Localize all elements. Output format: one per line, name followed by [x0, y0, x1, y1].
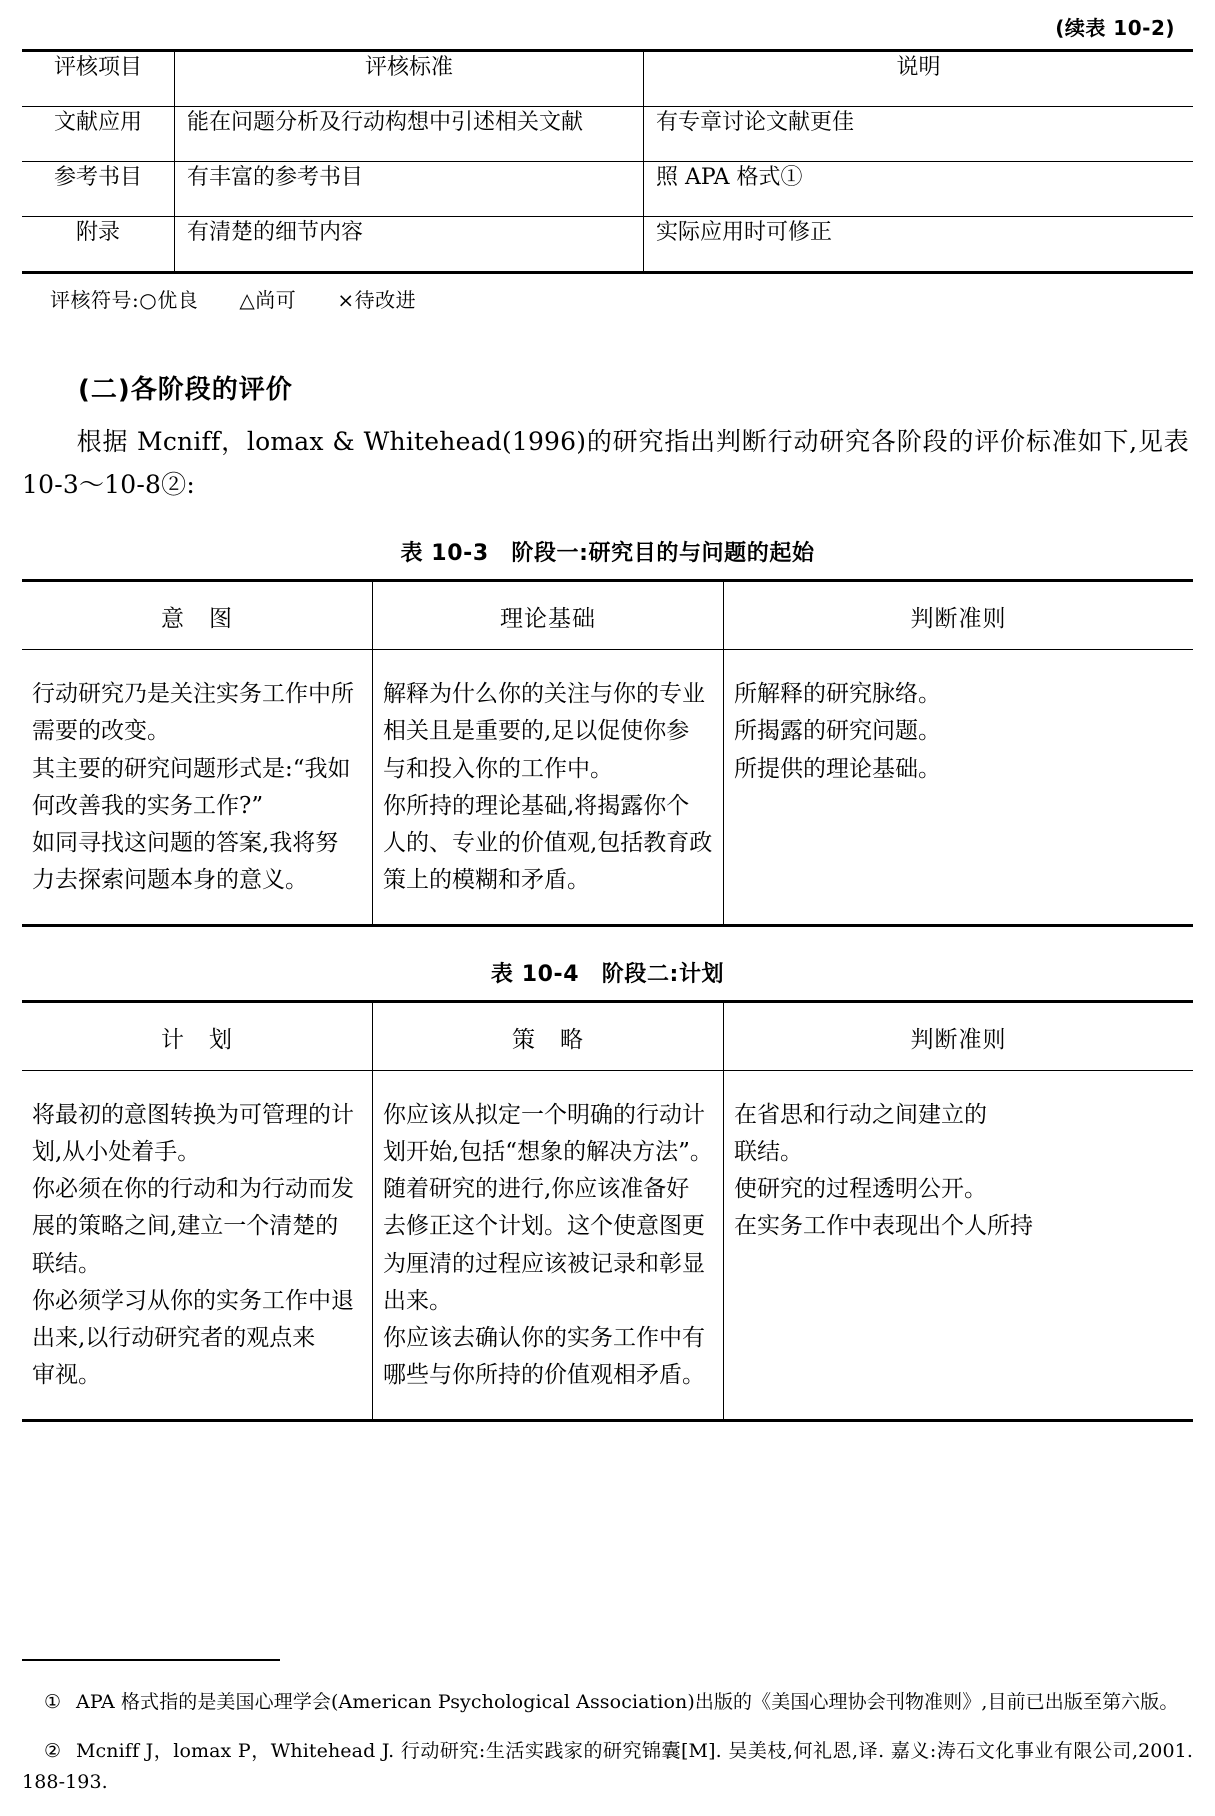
- table-10-2-cell-r1c2: 照 APA 格式①: [644, 162, 1194, 217]
- table-10-3-header-1: 理论基础: [373, 581, 724, 650]
- cell-lines: 在省思和行动之间建立的 联结。 使研究的过程透明公开。 在实务工作中表现出个人所持: [734, 1101, 1033, 1240]
- table-row: [22, 1070, 1193, 1420]
- table-10-4-cell-criteria: [724, 1070, 1194, 1420]
- table-10-2-header-2: 说明: [644, 51, 1194, 107]
- table-10-3-header-2: 判断准则: [724, 581, 1194, 650]
- table-10-3: [22, 579, 1193, 927]
- table-10-2-cell-r2c1: 有清楚的细节内容: [175, 217, 644, 273]
- table-10-4-caption: 表 10-4 阶段二:计划: [490, 961, 725, 987]
- table-header-row: [22, 51, 1193, 107]
- section-paragraph: [22, 420, 1189, 506]
- footnotes: [22, 1659, 1193, 1802]
- cell-lines: 解释为什么你的关注与你的专业 相关且是重要的,足以促使你参 与和投入你的工作中。 你所持的理论基础,将揭露你个 人的、专业的价值观,包括教育政 策上的模糊和矛盾。: [383, 681, 713, 894]
- table-10-2-continued: [22, 49, 1193, 274]
- table-10-4-cell-strategy: [373, 1070, 724, 1420]
- footnote-2: [22, 1736, 1193, 1798]
- footnote-1: [22, 1687, 1193, 1718]
- table-10-4-header-2: 判断准则: [724, 1001, 1194, 1070]
- table-10-2-cell-r1c1: 有丰富的参考书目: [175, 162, 644, 217]
- table-10-4-header-0: 计 划: [161, 1026, 233, 1053]
- table-10-3-cell-theory: [373, 650, 724, 926]
- footnote-1-text: APA 格式指的是美国心理学会(American Psychological Association)出版的《美国心理协会刊物准则》,目前已出版至第六版。: [76, 1690, 1179, 1713]
- table-row: [22, 162, 1193, 217]
- evaluation-symbol-note: 评核符号:○优良 △尚可 ×待改进: [50, 288, 417, 312]
- footnote-2-marker: ②: [44, 1740, 62, 1763]
- table-header-row: [22, 581, 1193, 650]
- table-10-2-header-1: 评核标准: [175, 51, 644, 107]
- footnote-separator-rule: [22, 1659, 280, 1661]
- section-heading: (二)各阶段的评价: [78, 375, 293, 405]
- footnote-2-text: Mcniff J，lomax P，Whitehead J. 行动研究:生活实践家的研究锦囊[M]. 吴美枝,何礼恩,译. 嘉义:涛石文化事业有限公司,2001. 188-193.: [22, 1740, 1193, 1794]
- table-10-3-header-0: 意 图: [161, 606, 233, 632]
- table-10-4-cell-plan: [22, 1070, 373, 1420]
- footnote-1-marker: ①: [44, 1690, 62, 1713]
- cell-lines: 所解释的研究脉络。 所揭露的研究问题。 所提供的理论基础。: [734, 681, 941, 782]
- table-header-row: [22, 1001, 1193, 1070]
- table-10-3-cell-criteria: [724, 650, 1194, 926]
- table-10-2-cell-r2c2: 实际应用时可修正: [644, 217, 1194, 273]
- cell-lines: 你应该从拟定一个明确的行动计 划开始,包括“想象的解决方法”。 随着研究的进行,你应该准备好 去修正这个计划。这个使意图更 为厘清的过程应该被记录和彰显 出来。 你应该去确认你的实务工作中有 哪些与你所持的价值观相矛盾。: [383, 1101, 713, 1389]
- table-10-2-cell-r1c0: 参考书目: [53, 165, 142, 190]
- table-10-4-header-1: 策 略: [373, 1001, 724, 1070]
- table-10-3-cell-intent: [22, 650, 373, 926]
- table-10-2-cell-r0c2: 有专章讨论文献更佳: [644, 107, 1194, 162]
- table-10-3-caption: 表 10-3 阶段一:研究目的与问题的起始: [400, 541, 815, 566]
- table-row: [22, 650, 1193, 926]
- table-10-4: [22, 1000, 1193, 1422]
- table-row: [22, 107, 1193, 162]
- cell-lines: 行动研究乃是关注实务工作中所 需要的改变。 其主要的研究问题形式是:“我如 何改善我的实务工作?” 如同寻找这问题的答案,我将努 力去探索问题本身的意义。: [32, 681, 354, 894]
- table-10-2-cell-r0c1: 能在问题分析及行动构想中引述相关文献: [175, 107, 644, 162]
- paragraph-text: 根据 Mcniff，lomax & Whitehead(1996)的研究指出判断行动研究各阶段的评价标准如下,见表 10-3～10-8②:: [22, 427, 1189, 499]
- table-10-2-cell-r0c0: 文献应用: [53, 110, 142, 135]
- table-10-2-header-0: 评核项目: [53, 55, 142, 80]
- table-10-2-cell-r2c0: 附录: [75, 220, 120, 245]
- cell-lines: 将最初的意图转换为可管理的计 划,从小处着手。 你必须在你的行动和为行动而发 展的策略之间,建立一个清楚的 联结。 你必须学习从你的实务工作中退 出来,以行动研究者的观点来 审视。: [32, 1101, 354, 1389]
- table-row: [22, 217, 1193, 273]
- continued-table-label: (续表 10-2): [1055, 16, 1175, 40]
